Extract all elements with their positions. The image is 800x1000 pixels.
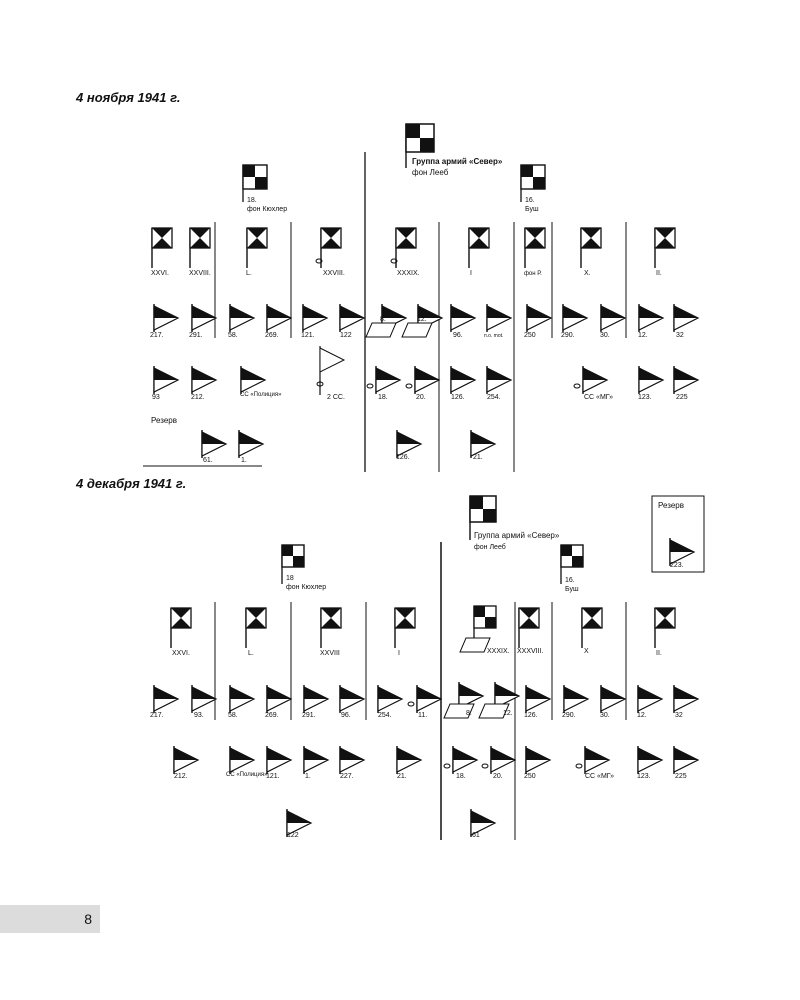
division-flag: [487, 366, 511, 394]
division-label: 30.: [600, 712, 610, 719]
division-label: 93: [152, 394, 160, 401]
corps-label: L.: [246, 270, 252, 277]
division-label: 1.: [241, 457, 247, 464]
army-group-label-1: Группа армий «Север»: [412, 157, 503, 166]
division-label: 126.: [524, 712, 538, 719]
division-flag: [230, 304, 254, 332]
division-flag: [267, 304, 291, 332]
division-label: 21.: [473, 454, 483, 461]
division-label: 290.: [562, 712, 576, 719]
division-flag: [230, 746, 254, 774]
division-flag: [303, 304, 327, 332]
corps-label: I: [470, 270, 472, 277]
division-label: 250: [524, 773, 536, 780]
army-group-commander-1: фон Лееб: [412, 168, 449, 177]
corps-flag: [519, 608, 539, 648]
division-label: 212.: [191, 394, 205, 401]
division-flag: [563, 304, 587, 332]
tank-marker: [402, 323, 432, 337]
division-label: СС «МГ»: [585, 773, 614, 780]
division-label: 96.: [453, 332, 463, 339]
division-label: 225: [676, 394, 688, 401]
division-flag: [174, 746, 198, 774]
division-flag-outline: [320, 346, 344, 395]
corps-flag: [247, 228, 267, 268]
division-flag: [638, 746, 662, 774]
division-label: 217.: [150, 332, 164, 339]
division-flag: [639, 366, 663, 394]
division-flag: [304, 746, 328, 774]
division-label: 126.: [451, 394, 465, 401]
division-flag: [417, 685, 441, 713]
division-flag: [638, 685, 662, 713]
reserve-label-1: Резерв: [151, 416, 177, 425]
army-right-number-2: 16.: [565, 577, 575, 584]
corps-flag: [395, 608, 415, 648]
division-label: СС «Полиция»: [226, 772, 268, 778]
corps-label: L.: [248, 650, 254, 657]
division-flag: [340, 685, 364, 713]
army-right-number-1: 16.: [525, 197, 535, 204]
corps-label: фон Р.: [524, 271, 542, 277]
army-left-commander-1: фон Кюхлер: [247, 206, 288, 213]
division-label: 20.: [416, 394, 426, 401]
corps-flag: [582, 608, 602, 648]
division-label: 30.: [600, 332, 610, 339]
corps-flag: [581, 228, 601, 268]
division-label: СС «Полиция»: [240, 392, 282, 398]
division-flag: [674, 685, 698, 713]
division-label: 58.: [228, 332, 238, 339]
division-label: 18.: [378, 394, 388, 401]
division-flag: [491, 746, 515, 774]
division-label: 93.: [194, 712, 204, 719]
division-label: 2 СС.: [327, 394, 345, 401]
division-label: 290.: [561, 332, 575, 339]
corps-flag: [396, 228, 416, 268]
corps-label: XXXIX.: [487, 648, 510, 655]
division-flag: [202, 430, 226, 458]
division-flag: [154, 366, 178, 394]
division-label: 61: [472, 832, 480, 839]
division-flag: [376, 366, 400, 394]
division-flag: [267, 746, 291, 774]
army-left-commander-2: фон Кюхлер: [286, 584, 327, 591]
corps-flag: [655, 608, 675, 648]
division-label: 12.: [503, 710, 513, 717]
division-label: 11.: [418, 712, 428, 719]
division-label: 269.: [265, 712, 279, 719]
corps-label: XXVI.: [172, 650, 190, 657]
division-label: 225: [675, 773, 687, 780]
division-flag: [453, 746, 477, 774]
division-flag: [526, 746, 550, 774]
division-flag: [192, 366, 216, 394]
diagram2-heading: 4 декабря 1941 г.: [76, 476, 187, 491]
division-label: 254.: [378, 712, 392, 719]
division-label: 121.: [301, 332, 315, 339]
army-left-number-2: 18: [286, 575, 294, 582]
division-label: 18.: [456, 773, 466, 780]
division-label: 269.: [265, 332, 279, 339]
corps-flag: [655, 228, 675, 268]
corps-flag: [246, 608, 266, 648]
division-label: 250: [524, 332, 536, 339]
corps-flag: [525, 228, 545, 268]
division-flag: [397, 746, 421, 774]
division-label: 291.: [189, 332, 203, 339]
division-flag: [585, 746, 609, 774]
division-flag: [674, 366, 698, 394]
diagram1: [143, 124, 698, 472]
division-label: 8.: [380, 316, 386, 323]
corps-flag: [190, 228, 210, 268]
division-label: 12.: [638, 332, 648, 339]
reserve-unit-2: 223.: [670, 562, 684, 569]
division-label: 227.: [340, 773, 354, 780]
division-flag: [154, 304, 178, 332]
division-flag: [526, 685, 550, 713]
army-group-label-2: Группа армий «Север»: [474, 531, 560, 540]
division-label: 58.: [228, 712, 238, 719]
division-flag: [154, 685, 178, 713]
division-flag: [487, 304, 511, 332]
corps-label: XXXVIII.: [517, 648, 544, 655]
division-label: 96.: [341, 712, 351, 719]
diagram2: [150, 496, 704, 840]
division-flag: [192, 304, 216, 332]
division-label: 8.: [466, 710, 472, 717]
division-flag: [451, 304, 475, 332]
division-label: 217.: [150, 712, 164, 719]
division-flag: [239, 430, 263, 458]
division-flag: [415, 366, 439, 394]
division-label: 212.: [174, 773, 188, 780]
division-label: 12.: [417, 316, 427, 323]
corps-label: II.: [656, 270, 662, 277]
corps-label: XXVI.: [151, 270, 169, 277]
division-label: СС «МГ»: [584, 394, 613, 401]
corps-label: XXVIII.: [323, 270, 345, 277]
division-flag: [340, 746, 364, 774]
corps-flag: [152, 228, 172, 268]
division-flag: [583, 366, 607, 394]
corps-label: II.: [656, 650, 662, 657]
corps-flag: [321, 228, 341, 268]
division-label: 61.: [203, 457, 213, 464]
division-label: 123.: [637, 773, 651, 780]
division-flag: [340, 304, 364, 332]
division-label: 291.: [302, 712, 316, 719]
army-right-commander-1: Буш: [525, 206, 539, 213]
tank-marker: [366, 323, 396, 337]
corps-flag: [321, 608, 341, 648]
division-flag: [601, 685, 625, 713]
army-group-commander-2: фон Лееб: [474, 544, 506, 551]
division-label: 122: [287, 832, 299, 839]
division-label: 1.: [305, 773, 311, 780]
reserve-label-2: Резерв: [658, 501, 684, 510]
page-number-box: [0, 905, 100, 933]
division-flag: [241, 366, 265, 394]
corps-label: XXVIII: [320, 650, 340, 657]
page-number: 8: [84, 911, 92, 927]
division-label: 121.: [266, 773, 280, 780]
corps-label: X: [584, 648, 589, 655]
division-label: 126.: [396, 454, 410, 461]
corps-label: X.: [584, 270, 591, 277]
division-label: 123.: [638, 394, 652, 401]
division-label: п.о. mot.: [484, 333, 504, 339]
corps-flag: [469, 228, 489, 268]
corps-label: XXVIII.: [189, 270, 211, 277]
tank-marker: [460, 638, 490, 652]
division-flag: [564, 685, 588, 713]
division-flag: [639, 304, 663, 332]
army-left-number-1: 18.: [247, 197, 257, 204]
division-label: 12.: [637, 712, 647, 719]
division-flag: [601, 304, 625, 332]
division-flag: [378, 685, 402, 713]
division-label: 32: [676, 332, 684, 339]
division-flag: [674, 304, 698, 332]
corps-flag: [171, 608, 191, 648]
diagram1-heading: 4 ноября 1941 г.: [76, 90, 181, 105]
corps-label: XXXIX.: [397, 270, 420, 277]
division-flag: [527, 304, 551, 332]
division-flag: [451, 366, 475, 394]
army-right-commander-2: Буш: [565, 586, 579, 593]
division-flag: [230, 685, 254, 713]
division-flag: [674, 746, 698, 774]
division-label: 20.: [493, 773, 503, 780]
division-flag: [192, 685, 216, 713]
division-flag: [267, 685, 291, 713]
division-label: 254.: [487, 394, 501, 401]
division-flag: [304, 685, 328, 713]
corps-label: I: [398, 650, 400, 657]
division-label: 122: [340, 332, 352, 339]
division-label: 21.: [397, 773, 407, 780]
division-label: 32: [675, 712, 683, 719]
